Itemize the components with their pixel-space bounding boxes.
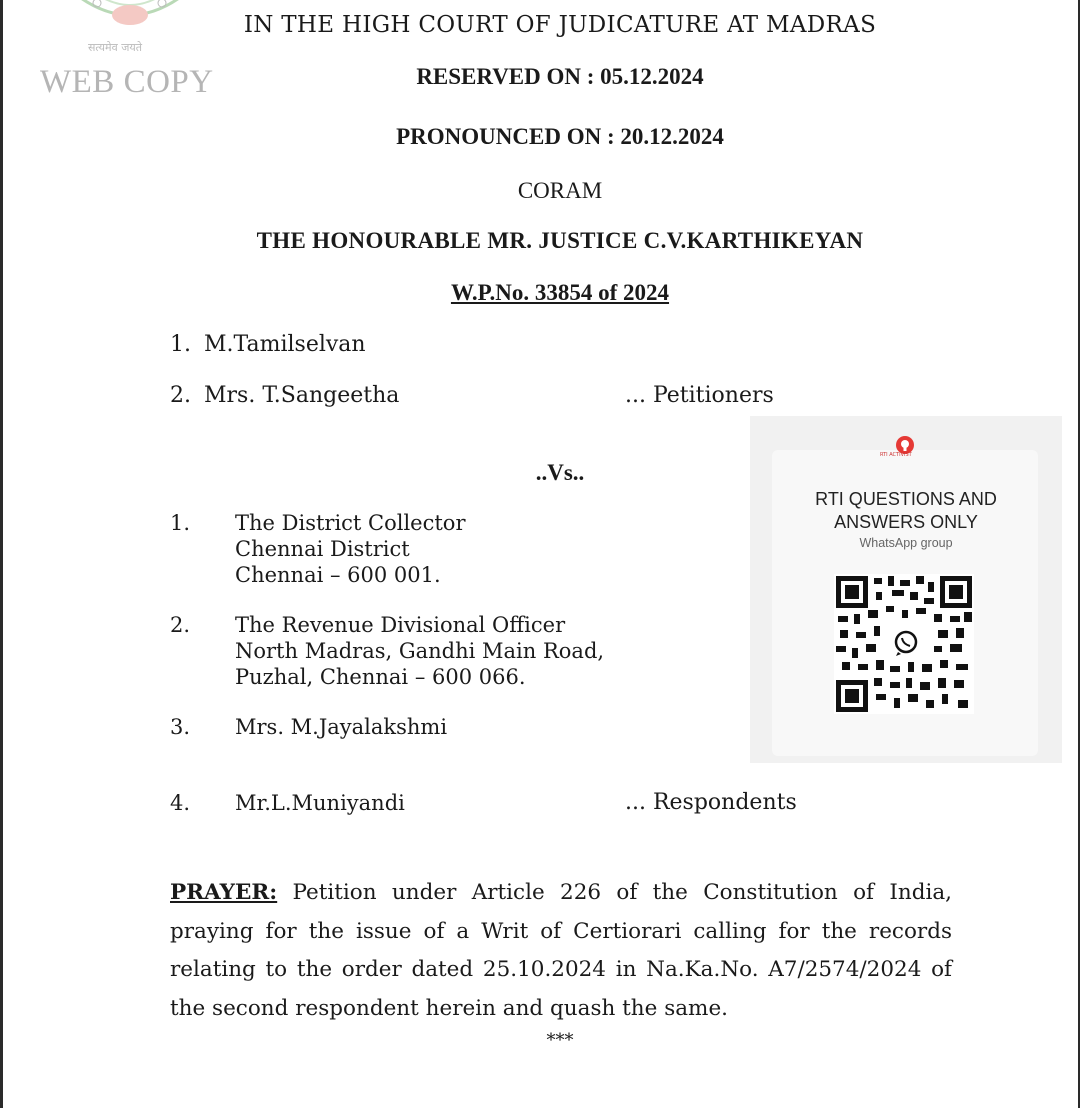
case-number: W.P.No. 33854 of 2024 (450, 280, 670, 305)
petitioner-name: Mrs. T.Sangeetha (204, 383, 400, 408)
respondent-number: 4. (170, 791, 191, 815)
coram-label: CORAM (517, 178, 603, 203)
court-title: IN THE HIGH COURT OF JUDICATURE AT MADRAS (243, 12, 877, 38)
prayer-paragraph (170, 874, 952, 1028)
rti-heading-line2: ANSWERS ONLY (834, 512, 978, 532)
rti-heading-line1: RTI QUESTIONS AND (815, 489, 997, 509)
respondent-line: North Madras, Gandhi Main Road, (235, 639, 605, 663)
respondent-line: Puzhal, Chennai – 600 066. (235, 665, 526, 689)
petitioner-name: M.Tamilselvan (204, 332, 366, 357)
reserved-date: RESERVED ON : 05.12.2024 (416, 64, 704, 89)
rti-advert-card[interactable] (750, 416, 1062, 763)
respondent-line: The Revenue Divisional Officer (235, 613, 566, 637)
prayer-label: PRAYER: (170, 880, 278, 905)
respondent-number: 3. (170, 715, 191, 739)
qr-code-icon[interactable] (834, 574, 974, 714)
respondent-line: Chennai – 600 001. (235, 563, 441, 587)
prayer-text: Petition under Article 226 of the Constitution of India, praying for the issue of a Writ of Certiorari calling for the records relating to the order dated 25.10.2024 in Na.Ka.No. A7/2574/2024 of the second respondent herein and quash the same. (170, 880, 952, 1021)
petitioner-2 (170, 383, 399, 408)
respondents-suffix: ... Respondents (625, 790, 797, 815)
end-marker: *** (546, 1030, 574, 1051)
respondent-number: 1. (170, 511, 191, 535)
petitioners-suffix: ... Petitioners (625, 383, 774, 408)
petitioner-1 (170, 332, 366, 357)
respondent-number: 2. (170, 613, 191, 637)
web-copy-watermark: WEB COPY (40, 64, 214, 100)
pronounced-date: PRONOUNCED ON : 20.12.2024 (396, 124, 724, 149)
petitioner-number: 2. (170, 383, 191, 408)
emblem-motto: सत्यमेव जयते (88, 41, 143, 54)
versus-label: ..Vs.. (535, 460, 585, 485)
rti-logo-text: RTI ACTIVIST (880, 452, 912, 458)
respondent-line: Mrs. M.Jayalakshmi (235, 715, 448, 739)
rti-subtext: WhatsApp group (859, 536, 953, 550)
respondent-line: The District Collector (235, 511, 466, 535)
justice-name: THE HONOURABLE MR. JUSTICE C.V.KARTHIKEYAN (256, 228, 864, 253)
page-border-left (0, 0, 3, 1108)
respondent-line: Chennai District (235, 537, 410, 561)
respondent-line: Mr.L.Muniyandi (235, 791, 405, 815)
petitioner-number: 1. (170, 332, 191, 357)
